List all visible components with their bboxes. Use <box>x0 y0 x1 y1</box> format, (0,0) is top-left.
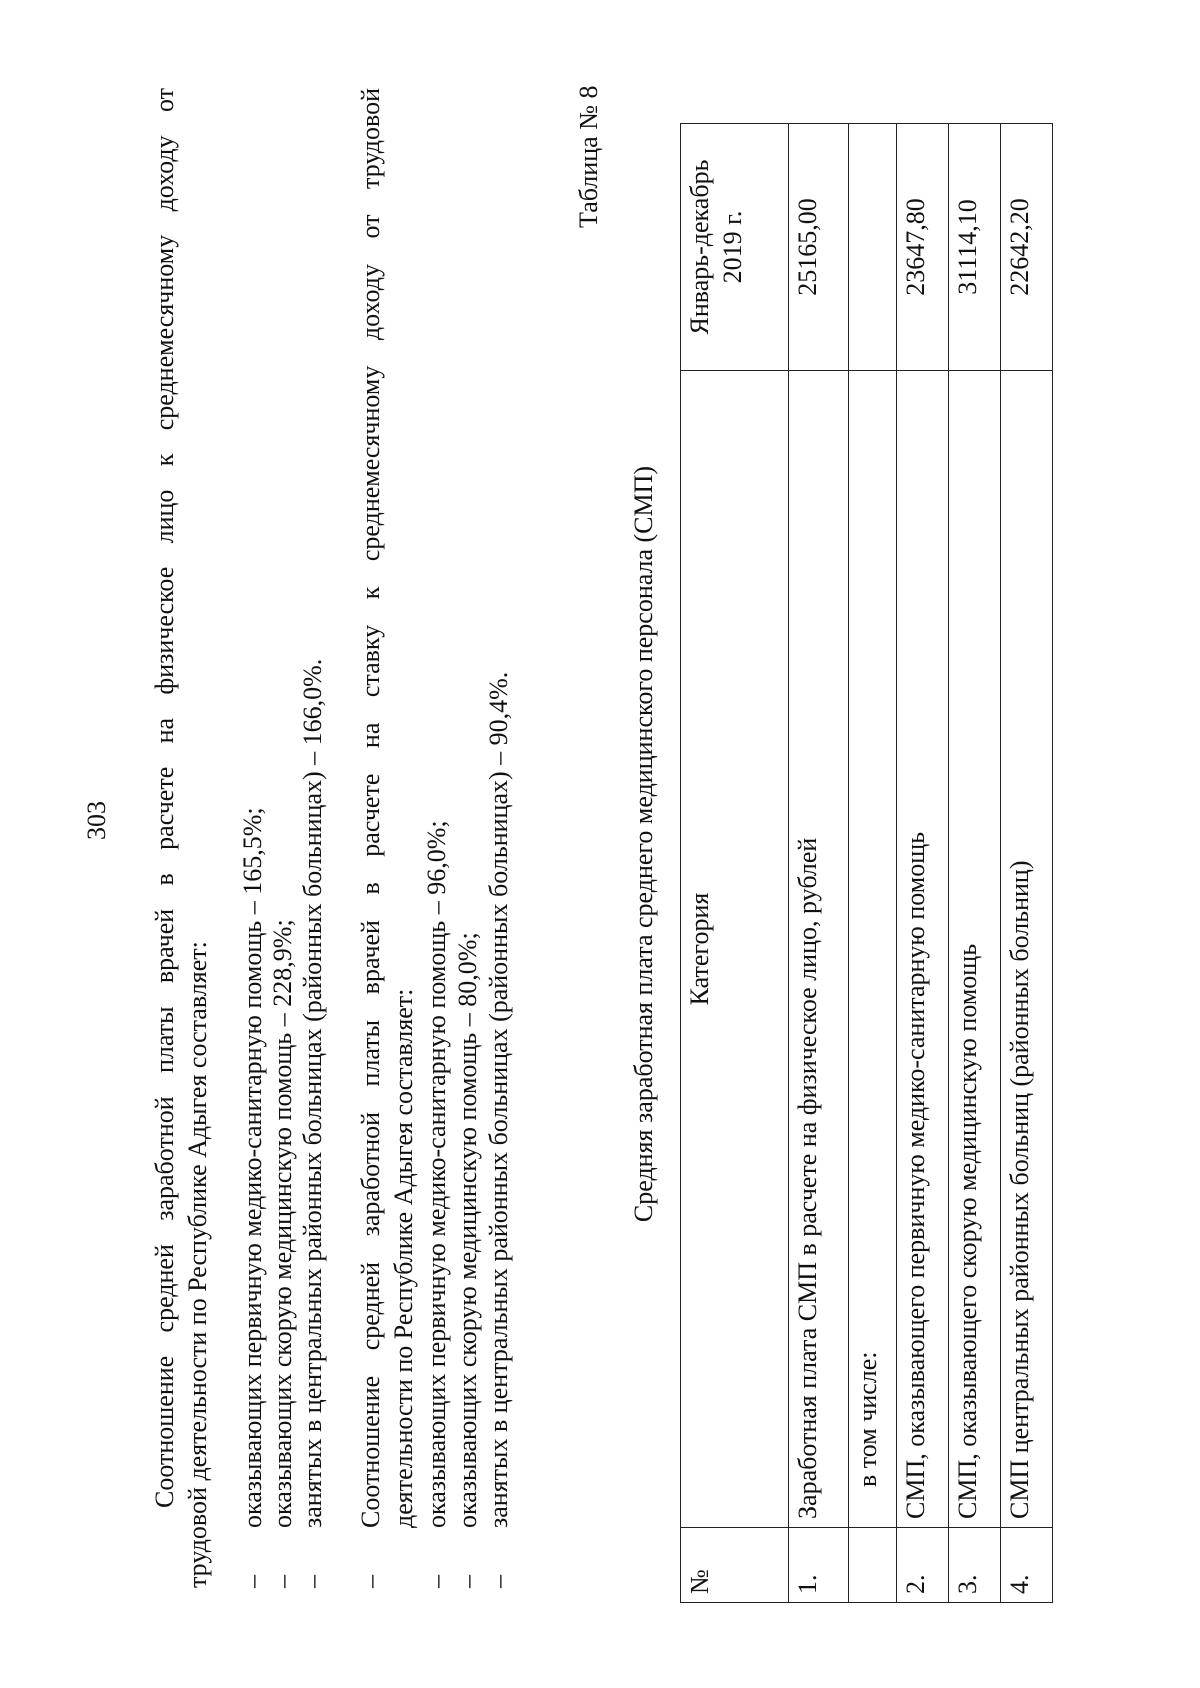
row-value <box>849 124 897 371</box>
table-row <box>789 124 849 1603</box>
row-number: 3. <box>949 1528 1001 1603</box>
row-category: СМП, оказывающего первичную медико-санитарную помощь <box>897 371 949 1528</box>
table-row <box>1001 124 1053 1603</box>
bullet-dash: – <box>453 1575 482 1588</box>
row-number: 2. <box>897 1528 949 1603</box>
table-row <box>949 124 1001 1603</box>
salary-table <box>680 123 1053 1603</box>
list-item-text: оказывающих первичную медико-санитарную помощь – 165,5%; <box>238 807 267 1528</box>
bullet-dash: – <box>298 1575 327 1588</box>
table-row <box>849 124 897 1603</box>
row-number: 1. <box>789 1528 849 1603</box>
list-item-text: оказывающих первичную медико-санитарную помощь – 96,0%; <box>422 820 451 1528</box>
list-item-text: занятых в центральных районных больницах (районных больницах) – 166,0%. <box>298 658 327 1528</box>
header-period: Январь-декабрь 2019 г. <box>681 124 789 371</box>
list-item-text: оказывающих скорую медицинскую помощь – 80,0%; <box>453 932 482 1528</box>
bullet-dash: – <box>356 1575 385 1588</box>
list-item-text: оказывающих скорую медицинскую помощь – 228,9%; <box>268 919 297 1528</box>
bullet-dash: – <box>268 1575 297 1588</box>
table-number: Таблица № 8 <box>574 85 603 228</box>
header-number: № <box>681 1528 789 1603</box>
row-category: СМП центральных районных больниц (районных больниц) <box>1001 371 1053 1528</box>
row-category: СМП, оказывающего скорую медицинскую помощь <box>949 371 1001 1528</box>
row-value: 31114,10 <box>949 124 1001 371</box>
row-value: 25165,00 <box>789 124 849 371</box>
row-number: 4. <box>1001 1528 1053 1603</box>
page-number: 303 <box>82 801 111 840</box>
paragraph-2-line-1: Соотношение средней заработной платы врачей в расчете на ставку к среднемесячному доходу от трудовой <box>356 88 385 1528</box>
paragraph-1-line-1: Соотношение средней заработной платы врачей в расчете на физическое лицо к среднемесячному доходу от <box>150 88 179 1508</box>
list-item-text: занятых в центральных районных больницах (районных больницах) – 90,4%. <box>484 671 513 1528</box>
header-category: Категория <box>681 371 789 1528</box>
table-header-row <box>681 124 789 1603</box>
row-category: в том числе: <box>849 371 897 1528</box>
paragraph-1-line-2: трудовой деятельности по Республике Адыгея составляет: <box>183 941 212 1588</box>
row-number <box>849 1528 897 1603</box>
paragraph-2-line-2: деятельности по Республике Адыгея составляет: <box>389 988 418 1528</box>
bullet-dash: – <box>238 1575 267 1588</box>
row-value: 22642,20 <box>1001 124 1053 371</box>
row-category: Заработная плата СМП в расчете на физическое лицо, рублей <box>789 371 849 1528</box>
table-row <box>897 124 949 1603</box>
bullet-dash: – <box>484 1575 513 1588</box>
row-value: 23647,80 <box>897 124 949 371</box>
bullet-dash: – <box>422 1575 451 1588</box>
table-caption: Средняя заработная плата среднего медицинского персонала (СМП) <box>629 465 658 1223</box>
